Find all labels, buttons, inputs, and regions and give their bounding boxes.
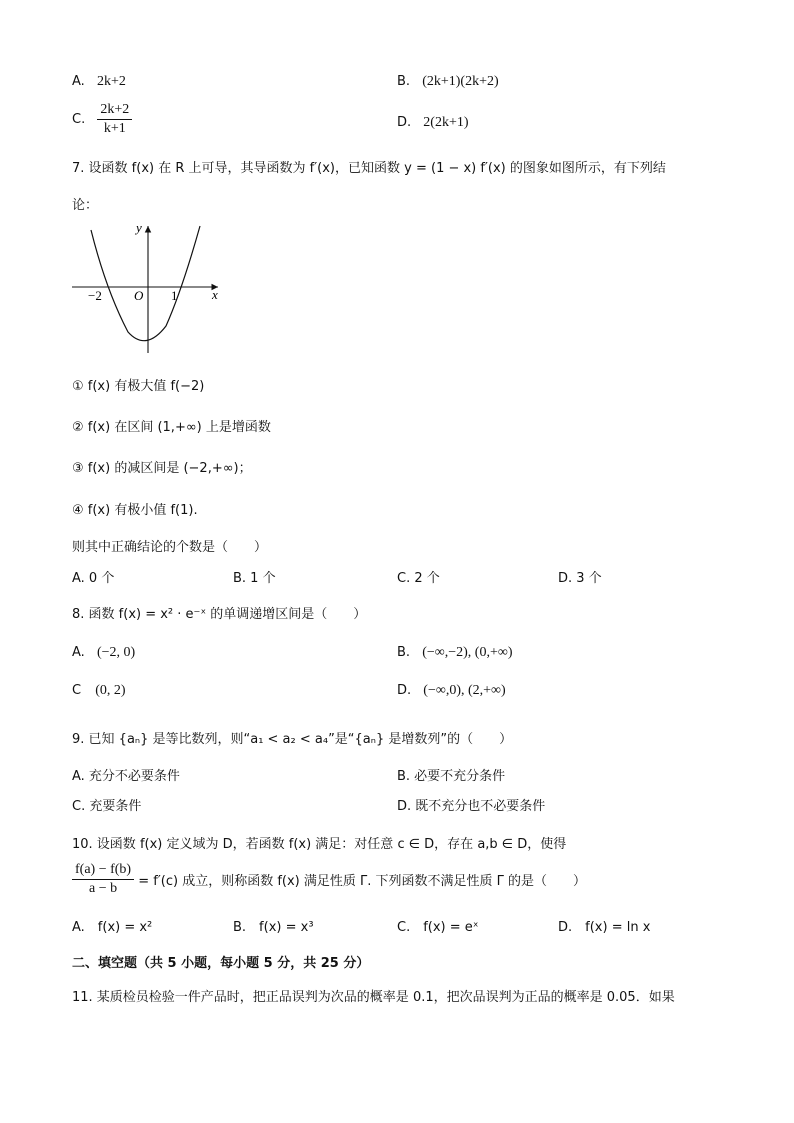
q10-option-c: C. f(x) = eˣ <box>397 920 479 935</box>
q6-option-c-numerator: 2k+2 <box>97 102 132 120</box>
q6-option-b-label: B. <box>397 74 411 89</box>
q6-option-a-text: 2k+2 <box>96 74 126 89</box>
section-2-title: 二、填空题（共 5 小题，每小题 5 分，共 25 分） <box>72 956 370 971</box>
q7-stem-line1: 7. 设函数 f(x) 在 R 上可导，其导函数为 f′(x)，已知函数 y = (1 − x) f′(x) 的图象如图所示，有下列结 <box>72 161 666 176</box>
q7-y-label: y <box>136 220 142 235</box>
q8-option-b-label: B. <box>397 645 411 660</box>
q6-option-d-text: 2(2k+1) <box>423 115 469 130</box>
q6-option-b <box>397 74 499 90</box>
q10-stem-line2-text: = f′(c) 成立，则称函数 f(x) 满足性质 Γ. 下列函数不满足性质 Γ 的是（ ） <box>138 874 587 889</box>
q6-option-d-label: D. <box>397 115 412 130</box>
q9-option-a: A. 充分不必要条件 <box>72 769 180 784</box>
q6-option-c-fraction <box>97 102 132 137</box>
q10-fraction-denominator: a − b <box>88 881 118 896</box>
q7-question: 则其中正确结论的个数是（ ） <box>72 540 268 555</box>
q8-option-d <box>397 683 506 699</box>
q8-stem: 8. 函数 f(x) = x² · e⁻ˣ 的单调递增区间是（ ） <box>72 607 367 622</box>
q8-option-d-text: (−∞,0), (2,+∞) <box>423 683 506 698</box>
q8-option-a <box>72 645 135 661</box>
q7-conclusion-2: ② f(x) 在区间 (1,+∞) 上是增函数 <box>72 420 271 435</box>
q9-option-d: D. 既不充分也不必要条件 <box>397 799 546 814</box>
q7-x-label: x <box>212 287 218 302</box>
q6-option-b-text: (2k+1)(2k+2) <box>422 74 499 89</box>
q8-option-c <box>72 683 126 699</box>
q9-option-b: B. 必要不充分条件 <box>397 769 506 784</box>
q7-curve <box>91 226 200 341</box>
q10-stem-line1: 10. 设函数 f(x) 定义域为 D，若函数 f(x) 满足：对任意 c ∈ D，存在 a,b ∈ D，使得 <box>72 837 567 852</box>
q8-option-a-label: A. <box>72 645 85 660</box>
q7-option-a: A. 0 个 <box>72 571 115 586</box>
q7-graph <box>66 218 236 358</box>
q8-option-b <box>397 645 513 661</box>
q10-fraction-numerator: f(a) − f(b) <box>72 862 134 880</box>
q10-option-b: B. f(x) = x³ <box>233 920 314 935</box>
q7-origin-label: O <box>134 288 144 303</box>
q6-option-d <box>397 115 469 131</box>
q9-stem: 9. 已知 {aₙ} 是等比数列，则“a₁ < a₂ < a₄”是“{aₙ} 是增数列”的（ ） <box>72 732 513 747</box>
q6-option-c-denominator: k+1 <box>103 121 126 136</box>
q7-option-b: B. 1 个 <box>233 571 276 586</box>
q7-option-c: C. 2 个 <box>397 571 440 586</box>
q10-fraction <box>72 862 134 897</box>
q6-option-a <box>72 74 126 90</box>
q7-root-right-label: 1 <box>171 288 178 303</box>
q7-stem-line2: 论： <box>72 198 99 213</box>
q8-option-c-text: (0, 2) <box>95 683 126 698</box>
q10-option-a: A. f(x) = x² <box>72 920 153 935</box>
q9-option-c: C. 充要条件 <box>72 799 142 814</box>
q6-option-a-label: A. <box>72 74 85 89</box>
q8-option-c-label: C <box>72 683 82 698</box>
q6-option-c-label: C. <box>72 112 86 127</box>
q7-conclusion-1: ① f(x) 有极大值 f(−2) <box>72 379 205 394</box>
q6-option-c <box>72 102 132 137</box>
q11-stem-line1: 11. 某质检员检验一件产品时，把正品误判为次品的概率是 0.1，把次品误判为正品的概率是 0.05．如果 <box>72 990 675 1005</box>
q10-option-d: D. f(x) = ln x <box>558 920 651 935</box>
q10-stem-line2 <box>72 862 586 897</box>
q7-conclusion-4: ④ f(x) 有极小值 f(1). <box>72 503 198 518</box>
q7-root-left-label: −2 <box>88 288 102 303</box>
q8-option-b-text: (−∞,−2), (0,+∞) <box>422 645 513 660</box>
q8-option-d-label: D. <box>397 683 412 698</box>
q7-conclusion-3: ③ f(x) 的减区间是 (−2,+∞)； <box>72 461 252 476</box>
q8-option-a-text: (−2, 0) <box>96 645 136 660</box>
q7-option-d: D. 3 个 <box>558 571 602 586</box>
